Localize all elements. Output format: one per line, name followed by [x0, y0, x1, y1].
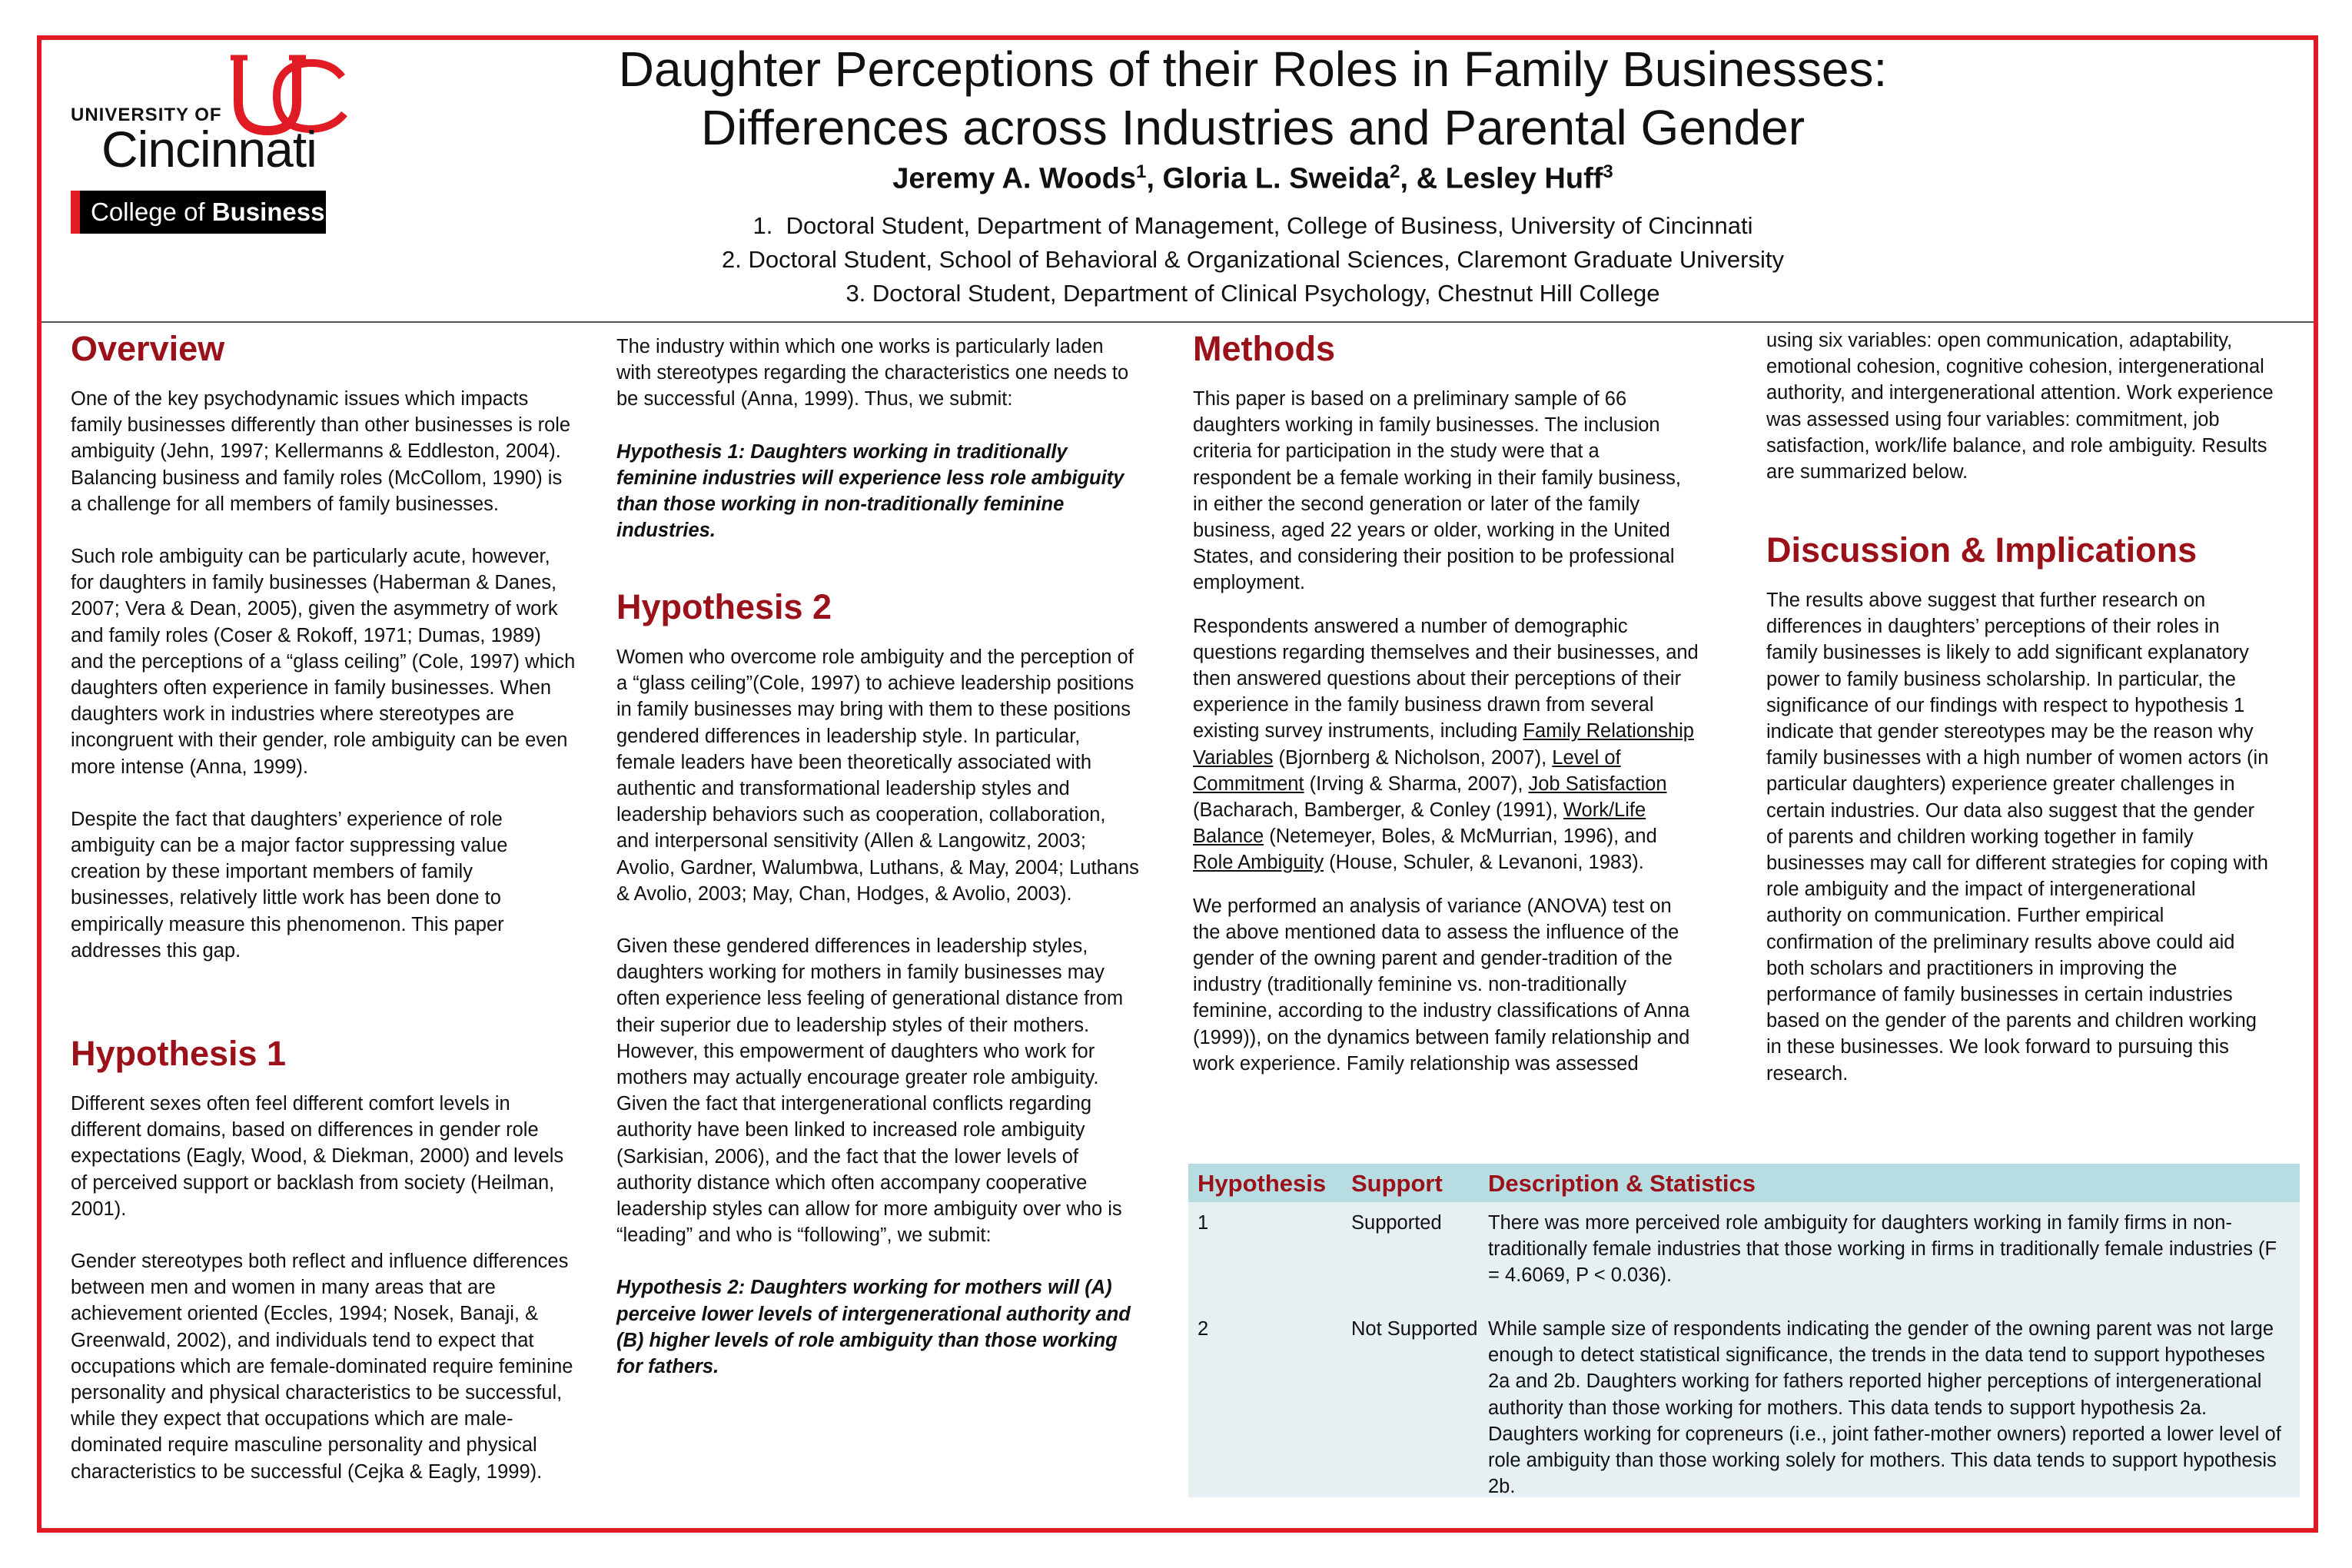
overview-heading: Overview — [71, 329, 225, 368]
hypothesis2-section — [616, 587, 1139, 1380]
author-3-sup: 3 — [1603, 161, 1613, 182]
authors — [461, 161, 2045, 196]
affiliation-1: 1. Doctoral Student, Department of Management, College of Business, University of Cincinnati — [752, 212, 1753, 239]
hypothesis1-paragraph-2: Gender stereotypes both reflect and influence differences between men and women in many areas that are achievement oriented (Eccles, 1994; Nosek, Banaji, & Greenwald, 2002), and individuals tend to expect that occupations which are female-dominated require feminine personality and physical characteristics to be successful, while they expect that occupations which are male-dominated require masculine personality and physical characteristics to be successful (Cejka & Eagly, 1999). — [71, 1251, 573, 1483]
hypothesis1-continued — [616, 334, 1139, 543]
hypothesis1-section — [71, 1034, 578, 1485]
hypothesis1-statement: Hypothesis 1: Daughters working in traditionally feminine industries will experience less role ambiguity than those working in non-traditionally feminine industries. — [616, 440, 1125, 542]
hypothesis1-paragraph-3: The industry within which one works is particularly laden with stereotypes regarding the characteristics one needs to be successful (Anna, 1999). Thus, we submit: — [616, 336, 1129, 410]
author-1-sup: 1 — [1135, 161, 1147, 182]
instrument-work-life-balance: Work/Life Balance — [1193, 799, 1646, 848]
row2-description: While sample size of respondents indicating the gender of the owning parent was not large enough to detect statistical significance, the trends in the data tend to support hypotheses 2a and 2b. Daughters working for fathers reported higher perceptions of intergenerational authority than those working for mothers. This data tends to support hypothesis 2a. Daughters working for copreneurs (i.e., joint father-mother owners) reported a lower level of role ambiguity than those working solely for mothers. This data tends to support hypothesis 2b. — [1488, 1318, 2281, 1498]
methods-p2-b: (Bjornberg & Nicholson, 2007), — [1273, 746, 1553, 769]
poster-title — [461, 40, 2045, 157]
hypothesis1-heading: Hypothesis 1 — [71, 1034, 287, 1073]
col-header-description: Description & Statistics — [1488, 1170, 1756, 1197]
col-header-hypothesis: Hypothesis — [1198, 1170, 1327, 1197]
instrument-role-ambiguity: Role Ambiguity — [1193, 852, 1324, 874]
hypothesis1-paragraph-1: Different sexes often feel different comfort levels in different domains, based on differences in gender role expectations (Eagly, Wood, & Diekman, 2000) and levels of perceived support or backlash from society (Heilman, 2001). — [71, 1093, 564, 1220]
methods-continued — [1766, 327, 2274, 485]
row1-support: Supported — [1351, 1212, 1442, 1234]
overview-paragraph-2: Such role ambiguity can be particularly acute, however, for daughters in family businesses (Haberman & Danes, 2007; Vera & Dean, 2005), given the asymmetry of work and family roles (Coser & Rokoff, 1971; Dumas, 1989) and the perceptions of a “glass ceiling” (Cole, 1997) which daughters often experience in family businesses. When daughters work in industries where stereotypes are incongruent with their gender, role ambiguity can be even more intense (Anna, 1999). — [71, 546, 576, 778]
methods-p2-d: (Bacharach, Bamberger, & Conley (1991), — [1193, 799, 1563, 822]
row1-description: There was more perceived role ambiguity for daughters working in family firms in non-traditionally female industries that those working in firms in traditionally female industries (F = 4.6069, P < 0.036). — [1488, 1212, 2277, 1287]
header-divider — [42, 321, 2314, 323]
methods-p2-c: (Irving & Sharma, 2007), — [1304, 772, 1529, 795]
methods-section — [1193, 329, 1700, 1077]
instrument-family-relationship: Family Relationship Variables — [1193, 720, 1694, 769]
results-table — [1188, 1164, 2300, 1497]
university-logo — [69, 54, 338, 246]
college-prefix: College of — [91, 198, 212, 226]
author-2-sup: 2 — [1390, 161, 1400, 182]
methods-p2-f: (House, Schuler, & Levanoni, 1983). — [1324, 852, 1644, 874]
row2-support: Not Supported — [1351, 1318, 1478, 1340]
logo-university-of: UNIVERSITY OF — [71, 105, 222, 125]
methods-p2-a: Respondents answered a number of demographic questions regarding themselves and their businesses, and then answered questions about their perceptions of their experience in the family business drawn from several existing survey instruments, including — [1193, 615, 1699, 742]
hypothesis2-paragraph-1: Women who overcome role ambiguity and the perception of a “glass ceiling”(Cole, 1997) to achieve leadership positions in family businesses may bring with them to these positions gendered differences in leadership style. In particular, female leaders have been theoretically associated with authentic and transformational leadership styles and leadership behaviors such as cooperation, collaboration, and interpersonal sensitivity (Allen & Langowitz, 2003; Avolio, Gardner, Walumbwa, Luthans, & May, 2004; Luthans & Avolio, 2003; May, Chan, Hodges, & Avolio, 2003). — [616, 646, 1139, 905]
methods-paragraph-1: This paper is based on a preliminary sample of 66 daughters working in family businesses. The inclusion criteria for participation in the study were that a respondent be a female working in their family business, in either the second generation or later of the family business, aged 22 years or older, working in the United States, and considering their position to be professional employment. — [1193, 388, 1681, 594]
overview-paragraph-1: One of the key psychodynamic issues which impacts family businesses differently than other businesses is role ambiguity (Jehn, 1997; Kellermanns & Eddleston, 2004). Balancing business and family roles (McCollom, 1990) is a challenge for all members of family businesses. — [71, 388, 571, 515]
college-of-business-badge — [71, 191, 326, 234]
hypothesis2-heading: Hypothesis 2 — [616, 587, 832, 626]
row2-hypothesis: 2 — [1198, 1318, 1209, 1340]
discussion-paragraph-1: The results above suggest that further research on differences in daughters’ perceptions of their roles in family businesses is likely to add significant explanatory power to family business scholarship. In particular, the significance of our findings with respect to hypothesis 1 indicate that gender stereotypes may be the reason why family businesses with a high number of women actors (in particular daughters) experience greater challenges in certain industries. Our data also suggest that the gender of parents and children working together in family businesses may call for different strategies for coping with role ambiguity and the impact of intergenerational authority on communication. Further empirical confirmation of the preliminary results above could aid both scholars and practitioners in improving the performance of family businesses in certain industries based on the gender of the parents and children working in these businesses. We look forward to pursuing this research. — [1766, 590, 2269, 1085]
affiliation-3: 3. Doctoral Student, Department of Clinical Psychology, Chestnut Hill College — [845, 280, 1660, 307]
title-line-2: Differences across Industries and Parental Gender — [700, 100, 1806, 155]
hypothesis2-paragraph-2: Given these gendered differences in leadership styles, daughters working for mothers in family businesses may often experience less feeling of generational distance from their superior due to leadership styles of their mothers. However, this empowerment of daughters who work for mothers may actually encourage greater role ambiguity. Given the fact that intergenerational conflicts regarding authority have been linked to increased role ambiguity (Sarkisian, 2006), and the fact that the lower levels of authority distance which often accompany cooperative leadership styles can allow for more ambiguity over who is “leading” and who is “following”, we submit: — [616, 935, 1124, 1247]
affiliation-2: 2. Doctoral Student, School of Behavioral & Organizational Sciences, Claremont Graduate University — [722, 246, 1784, 273]
author-3: , & Lesley Huff — [1400, 162, 1603, 195]
methods-paragraph-3: We performed an analysis of variance (ANOVA) test on the above mentioned data to assess the influence of the gender of the owning parent and gender-tradition of the industry (traditionally feminine vs. non-traditionally feminine, according to the industry classifications of Anna (1999)), on the dynamics between family relationship and work experience. Family relationship was assessed — [1193, 895, 1690, 1075]
title-line-1: Daughter Perceptions of their Roles in Family Businesses: — [618, 42, 1888, 97]
overview-section — [71, 329, 578, 964]
row1-hypothesis: 1 — [1198, 1212, 1209, 1234]
hypothesis2-statement: Hypothesis 2: Daughters working for mothers will (A) perceive lower levels of intergenerational authority and (B) higher levels of role ambiguity than those working for fathers. — [616, 1277, 1131, 1378]
methods-heading: Methods — [1193, 329, 1335, 368]
college-bold: Business — [211, 198, 325, 226]
results-table-header — [1188, 1164, 2300, 1202]
author-2: , Gloria L. Sweida — [1146, 162, 1390, 195]
col-header-support: Support — [1351, 1170, 1443, 1197]
logo-cincinnati: Cincinnati — [101, 121, 317, 178]
author-1: Jeremy A. Woods — [892, 162, 1136, 195]
methods-p2-e: (Netemeyer, Boles, & McMurrian, 1996), and — [1264, 826, 1657, 848]
overview-paragraph-3: Despite the fact that daughters’ experience of role ambiguity can be a major factor suppressing value creation by these important members of family businesses, relatively little work has been done to empirically measure this phenomenon. This paper addresses this gap. — [71, 808, 508, 962]
affiliations — [461, 209, 2045, 311]
discussion-heading: Discussion & Implications — [1766, 530, 2198, 570]
discussion-section — [1766, 530, 2274, 1087]
methods-paragraph-4: using six variables: open communication, adaptability, emotional cohesion, cognitive cohesion, intergenerational authority, and intergenerational attention. Work experience was assessed using four variables: commitment, job satisfaction, work/life balance, and role ambiguity. Results are summarized below. — [1766, 330, 2274, 483]
methods-paragraph-2 — [1193, 613, 1700, 876]
instrument-level-of-commitment: Level of Commitment — [1193, 746, 1621, 795]
instrument-job-satisfaction: Job Satisfaction — [1528, 772, 1667, 795]
